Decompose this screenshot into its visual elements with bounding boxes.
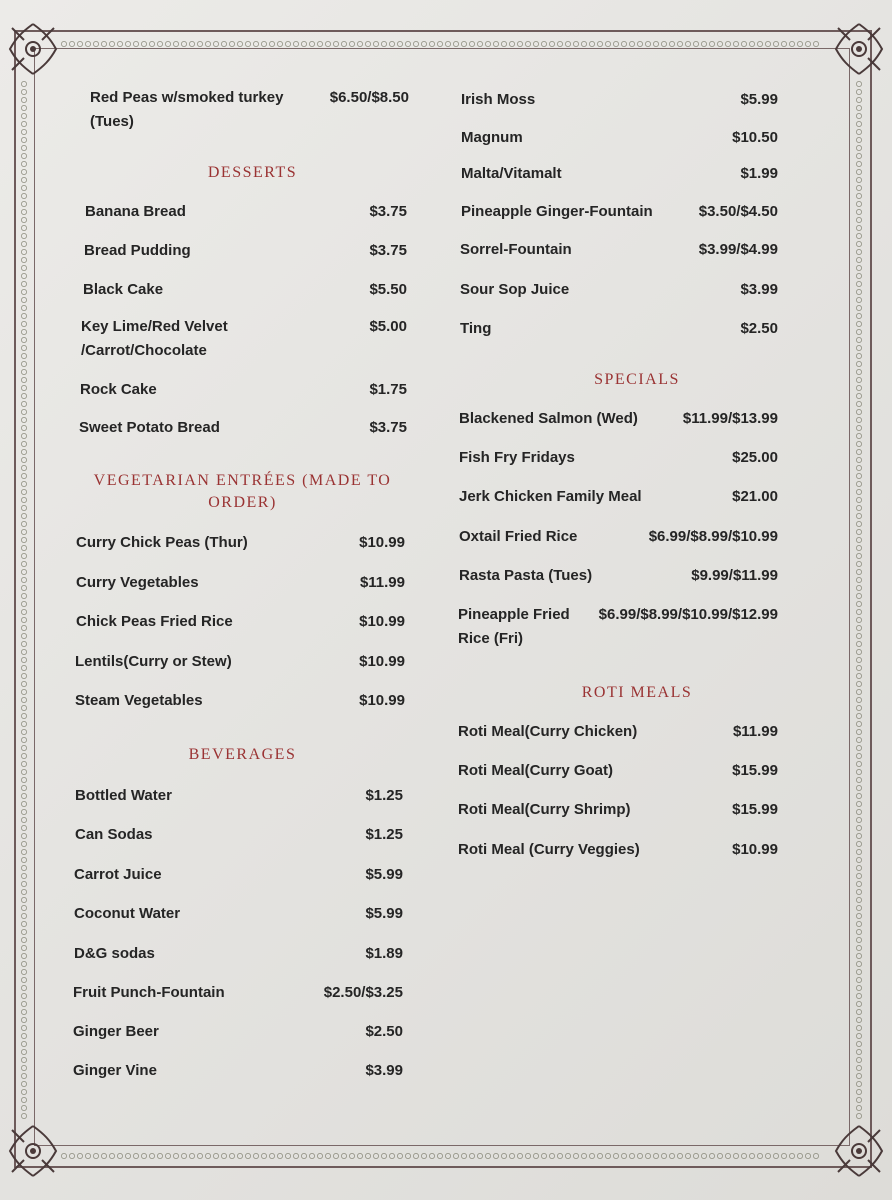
item-price: $10.99 <box>359 692 405 709</box>
menu-item <box>73 981 403 1005</box>
item-name: Roti Meal (Curry Veggies) <box>458 841 640 858</box>
menu-item <box>458 838 778 862</box>
item-name: Magnum <box>461 129 523 146</box>
item-name: Rock Cake <box>80 381 157 398</box>
item-name: Chick Peas Fried Rice <box>76 613 233 630</box>
item-price: $10.99 <box>359 613 405 630</box>
item-name: Sorrel-Fountain <box>460 241 572 258</box>
menu-item <box>79 416 407 440</box>
item-price: $3.99/$4.99 <box>698 241 778 258</box>
item-name: Jerk Chicken Family Meal <box>459 488 642 505</box>
item-name: Steam Vegetables <box>75 692 203 709</box>
item-name: Malta/Vitamalt <box>461 165 562 182</box>
item-price: $10.99 <box>732 841 778 858</box>
menu-item <box>75 823 403 847</box>
corner-ornament-top-left-icon <box>2 18 64 80</box>
item-price: $21.00 <box>732 488 778 505</box>
menu-item <box>461 126 778 150</box>
item-name: Sour Sop Juice <box>460 281 570 298</box>
item-name: Curry Vegetables <box>76 574 199 591</box>
chain-border-right <box>855 80 863 1120</box>
item-name: Lentils(Curry or Stew) <box>75 653 232 670</box>
item-price: $3.75 <box>369 242 407 259</box>
item-price: $9.99/$11.99 <box>691 567 778 584</box>
section-title-desserts: DESSERTS <box>207 164 298 181</box>
menu-item <box>75 784 403 808</box>
menu-item <box>461 162 778 186</box>
menu-item <box>90 86 409 134</box>
item-price: $10.99 <box>359 534 405 551</box>
item-price: $1.25 <box>365 826 403 843</box>
item-price: $3.99 <box>740 281 778 298</box>
item-price: $5.99 <box>740 91 778 108</box>
chain-border-bottom <box>60 1152 820 1160</box>
item-price: $1.75 <box>369 381 407 398</box>
menu-item <box>76 610 405 634</box>
menu-item <box>74 863 403 887</box>
item-price: $3.50/$4.50 <box>698 203 778 220</box>
menu-item <box>461 88 778 112</box>
menu-item <box>458 759 778 783</box>
section-title-specials: SPECIALS <box>594 371 680 388</box>
item-price: $6.99/$8.99/$10.99 <box>648 528 778 545</box>
corner-ornament-bottom-left-icon <box>2 1120 64 1182</box>
item-price: $3.99 <box>365 1062 403 1079</box>
menu-item <box>85 200 407 224</box>
item-name: Banana Bread <box>85 203 186 220</box>
menu-item <box>460 238 778 262</box>
item-price: $5.99 <box>365 866 403 883</box>
menu-item <box>459 407 778 431</box>
item-name: Key Lime/Red Velvet /Carrot/Chocolate <box>81 318 228 359</box>
corner-ornament-top-right-icon <box>828 18 890 80</box>
menu-item <box>80 378 407 402</box>
menu-item <box>75 650 405 674</box>
item-name: Curry Chick Peas (Thur) <box>76 534 248 551</box>
item-price: $11.99/$13.99 <box>682 410 778 427</box>
item-price: $15.99 <box>732 801 778 818</box>
item-name: Rasta Pasta (Tues) <box>459 567 593 584</box>
menu-item <box>459 446 778 470</box>
menu-item <box>81 315 407 363</box>
chain-border-top <box>60 40 820 48</box>
item-name: Bottled Water <box>75 787 172 804</box>
item-price: $11.99 <box>359 574 405 591</box>
item-name: Oxtail Fried Rice <box>459 528 578 545</box>
item-price: $5.00 <box>369 318 407 335</box>
item-name: Fish Fry Fridays <box>459 449 575 466</box>
item-price: $6.50/$8.50 <box>329 89 409 106</box>
item-price: $1.99 <box>740 165 778 182</box>
corner-ornament-bottom-right-icon <box>828 1120 890 1182</box>
menu-item <box>459 525 778 549</box>
menu-item <box>73 1020 403 1044</box>
item-name: Can Sodas <box>75 826 153 843</box>
menu-item <box>76 571 405 595</box>
item-name: Pineapple Ginger-Fountain <box>461 203 653 220</box>
section-title-beverages: BEVERAGES <box>188 746 297 763</box>
item-name: Roti Meal(Curry Chicken) <box>458 723 638 740</box>
menu-item <box>458 603 778 651</box>
item-name: Blackened Salmon (Wed) <box>459 410 638 427</box>
menu-item <box>460 278 778 302</box>
item-price: $5.50 <box>369 281 407 298</box>
item-name: Coconut Water <box>74 905 181 922</box>
item-price: $10.99 <box>359 653 405 670</box>
menu-item <box>461 200 778 224</box>
item-name: Ginger Beer <box>73 1023 159 1040</box>
item-price: $2.50 <box>740 320 778 337</box>
item-name: Bread Pudding <box>84 242 191 259</box>
item-price: $25.00 <box>732 449 778 466</box>
item-price: $2.50 <box>365 1023 403 1040</box>
item-name: Roti Meal(Curry Goat) <box>458 762 614 779</box>
item-price: $2.50/$3.25 <box>323 984 403 1001</box>
menu-item <box>458 798 778 822</box>
menu-item <box>83 278 407 302</box>
chain-border-left <box>20 80 28 1120</box>
item-price: $15.99 <box>732 762 778 779</box>
item-price: $10.50 <box>732 129 778 146</box>
menu-item <box>73 1059 403 1083</box>
item-price: $3.75 <box>369 419 407 436</box>
item-name: Pineapple Fried Rice (Fri) <box>458 606 570 647</box>
menu-item <box>460 317 778 341</box>
item-name: Sweet Potato Bread <box>79 419 220 436</box>
item-name: Red Peas w/smoked turkey (Tues) <box>90 89 284 130</box>
menu-item <box>459 485 778 509</box>
menu-item <box>76 531 405 555</box>
section-title-vegetarian: VEGETARIAN ENTRÉES (MADE TO ORDER) <box>93 472 392 511</box>
item-price: $1.25 <box>365 787 403 804</box>
item-name: Ginger Vine <box>73 1062 157 1079</box>
menu-item <box>459 564 778 588</box>
item-name: Irish Moss <box>461 91 536 108</box>
item-price: $11.99 <box>732 723 778 740</box>
item-name: Fruit Punch-Fountain <box>73 984 225 1001</box>
item-price: $5.99 <box>365 905 403 922</box>
item-name: Roti Meal(Curry Shrimp) <box>458 801 631 818</box>
menu-item <box>84 239 407 263</box>
item-name: D&G sodas <box>74 945 155 962</box>
menu-item <box>458 720 778 744</box>
item-price: $1.89 <box>365 945 403 962</box>
item-price: $3.75 <box>369 203 407 220</box>
item-name: Black Cake <box>83 281 164 298</box>
item-name: Ting <box>460 320 492 337</box>
item-price: $6.99/$8.99/$10.99/$12.99 <box>598 606 778 623</box>
menu-item <box>74 902 403 926</box>
section-title-roti-meals: ROTI MEALS <box>581 684 693 701</box>
item-name: Carrot Juice <box>74 866 162 883</box>
menu-item <box>75 689 405 713</box>
menu-item <box>74 942 403 966</box>
